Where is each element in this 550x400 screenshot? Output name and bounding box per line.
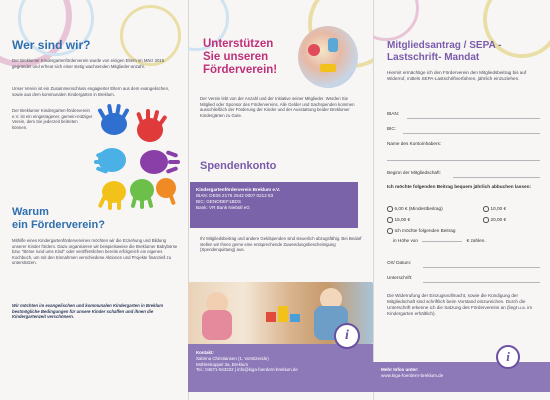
place-field[interactable]	[423, 267, 540, 268]
start-row	[387, 170, 540, 175]
option-20eur[interactable]	[483, 217, 540, 223]
bic-field[interactable]	[403, 133, 540, 134]
hand-icon-orange	[156, 178, 176, 205]
bic-label: BIC:	[387, 126, 397, 131]
bank-holder: Kindergartenförderverein Breklum e.V.	[196, 187, 281, 192]
custom-amount-field[interactable]	[422, 241, 462, 242]
contact-label: Kontakt:	[196, 350, 214, 355]
custom-amount-label: in Höhe von	[393, 238, 419, 243]
sign-row	[387, 275, 540, 280]
contact-name: Sabrina Christiansen (1. Vorsitzende)	[196, 355, 269, 361]
start-label: Beginn der Mitgliedschaft:	[387, 170, 441, 175]
decor-ring	[120, 5, 181, 66]
amount-label: Ich möchte folgenden Beitrag bequem jährlich abbuchen lassen:	[387, 184, 532, 189]
heading-support-line1: Unterstützen	[203, 38, 274, 50]
place-label: Ort/ Datum:	[387, 260, 412, 265]
panel-about	[0, 0, 188, 400]
panel-support	[188, 0, 373, 400]
contact-box	[188, 344, 373, 392]
signature-field[interactable]	[423, 282, 540, 283]
decor-ring	[373, 0, 419, 41]
option-15eur-label: 15,00 €	[394, 217, 411, 222]
heading-why-line2: ein Förderverein?	[12, 219, 105, 231]
option-20eur-label: 20,00 €	[490, 217, 507, 222]
heading-support	[203, 38, 277, 77]
radio-icon[interactable]	[483, 206, 489, 212]
owner-row	[387, 141, 540, 146]
text-about-1: Der Breklumer Kindergartenförderverein wurde von einigen Eltern im März 2015 gegründet und erfreut sich einer stetig wachsenden Mitglieder-anzahl.	[12, 58, 165, 69]
option-10eur[interactable]	[483, 206, 540, 212]
heading-membership-line1: Mitgliedsantrag / SEPA -	[387, 40, 502, 51]
contact-tel: Tel.: 04671-943222 | info@kiga-foerdern-breklum.de	[196, 367, 298, 373]
panel-membership-form	[373, 0, 550, 400]
option-custom-label: Ich möchte folgenden Beitrag	[394, 228, 456, 233]
text-about-3: Der Breklumer Kindergarten-förderverein e.V. ist ein eingetragener, gemein-nütziger Verein, dem Sie jederzeit beitreten können.	[12, 108, 93, 130]
text-support: Der Verein lebt von der Anzahl und der Initiative seiner Mitglieder. Werden Sie Mitglied oder Sponsor des Fördervereins. Alle Gelder und Sachspenden kommen ausschließlich der Förderung der Kinder und der Ausstattung beider Breklumer Kindergärten zu Gute.	[200, 96, 355, 118]
hand-icon-purple	[140, 150, 180, 174]
info-icon: i	[496, 345, 520, 369]
radio-icon[interactable]	[387, 217, 393, 223]
hand-icon-green	[130, 179, 154, 209]
children-playing-photo	[298, 26, 358, 88]
footer-info	[373, 362, 550, 392]
heading-spendenkonto: Spendenkonto	[200, 160, 277, 172]
hands-illustration	[92, 102, 182, 210]
place-row	[387, 260, 540, 265]
text-why: Mithilfe eines Kindergartenfördervereines möchten wir die Erziehung und Bildung unserer Kinder fördern. Dazu organisieren wir beispielsweise die Breklumer Babybörse bzw. "Börse rund ums Kind" oder veröffentlichen bereits erfolgreich ein eigenes Kochbuch, um mit den Einnahmen verschiedene Aktionen und Projekte finanziell zu unterstützen.	[12, 238, 178, 266]
heading-why-line1: Warum	[12, 206, 49, 218]
heading-membership	[387, 40, 501, 64]
text-goal: Wir möchten im evangelischen und kommunalen Kindergarten in Breklum bestmögliche Bedingungen für unsere Kinder schaffen und ihnen die Kindergartenzeit verschönern.	[12, 303, 164, 320]
heading-why	[12, 206, 105, 232]
text-revocation: Die Widerrufung der Einzugsvollmacht, sowie die Kündigung der Mitgliedschaft sind schriftlich beim Vorstand einzureichen. Durch die Unterschrift erkenne ich die Satzung des Fördervereins an (liegt u.a. im Kindergarten erhältlich).	[387, 293, 533, 316]
contact-street: Mühlenkoppel 3a, Breklum	[196, 361, 248, 367]
iban-row	[387, 111, 540, 116]
sign-label: Unterschrift:	[387, 275, 413, 280]
heading-membership-line2: Lastschrift- Mandat	[387, 52, 480, 63]
text-sepa-intro: Hiermit ermächtige ich den Förderverein den Mitgliedsbeitrag bis auf Widerruf, mittels SEPA-Lastschriftverfahren, jährlich einzuziehen.	[387, 70, 527, 81]
radio-icon[interactable]	[483, 217, 489, 223]
text-about-2: Unser Verein ist ein Zusammenschluss engagierter Eltern aus dem evangelischen, sowie aus dem kommunalen Kindergarten in Breklum.	[12, 86, 170, 97]
bank-iban: IBAN: DE06 2176 2542 0007 0212 83	[196, 193, 274, 198]
footer-label: Mehr Infos unter:	[381, 367, 419, 372]
bank-name: Bank: VR Bank Niebüll eG	[196, 205, 250, 210]
iban-label: IBAN:	[387, 111, 400, 116]
bic-row	[387, 126, 540, 131]
owner-label: Name des Kontoinhabers:	[387, 141, 442, 146]
hand-icon-red	[136, 109, 167, 142]
heading-support-line2: Sie unseren	[203, 51, 269, 63]
info-icon: i	[334, 323, 360, 349]
hand-icon-blue	[97, 104, 129, 135]
bank-bic: BIC: GENODEF1BDS	[196, 199, 241, 204]
radio-icon[interactable]	[387, 228, 393, 234]
hand-icon-lightblue	[94, 148, 126, 174]
text-tax: Ihr Mitgliedsbeitrag und andere Geldspenden sind steuerlich abzugsfähig. Bei Bedarf stellen wir Ihnen gerne eine entsprechende Zuwendungsbescheinigung (Spendenquittung) aus.	[200, 236, 362, 253]
custom-amount-suffix: € zahlen.	[466, 238, 486, 243]
start-field[interactable]	[453, 177, 540, 178]
option-10eur-label: 10,00 €	[490, 206, 507, 211]
heading-who: Wer sind wir?	[12, 38, 91, 52]
option-6eur-label: 6,00 € (Mindestbeitrag)	[394, 206, 443, 211]
custom-amount-row	[393, 238, 540, 243]
option-custom[interactable]	[387, 228, 540, 234]
footer-url[interactable]: www.kiga-foerdern-breklum.de	[381, 373, 444, 378]
radio-icon[interactable]	[387, 206, 393, 212]
heading-support-line3: Förderverein!	[203, 64, 278, 76]
bank-account-box	[190, 182, 358, 228]
owner-field[interactable]	[387, 160, 540, 161]
iban-field[interactable]	[407, 118, 540, 119]
